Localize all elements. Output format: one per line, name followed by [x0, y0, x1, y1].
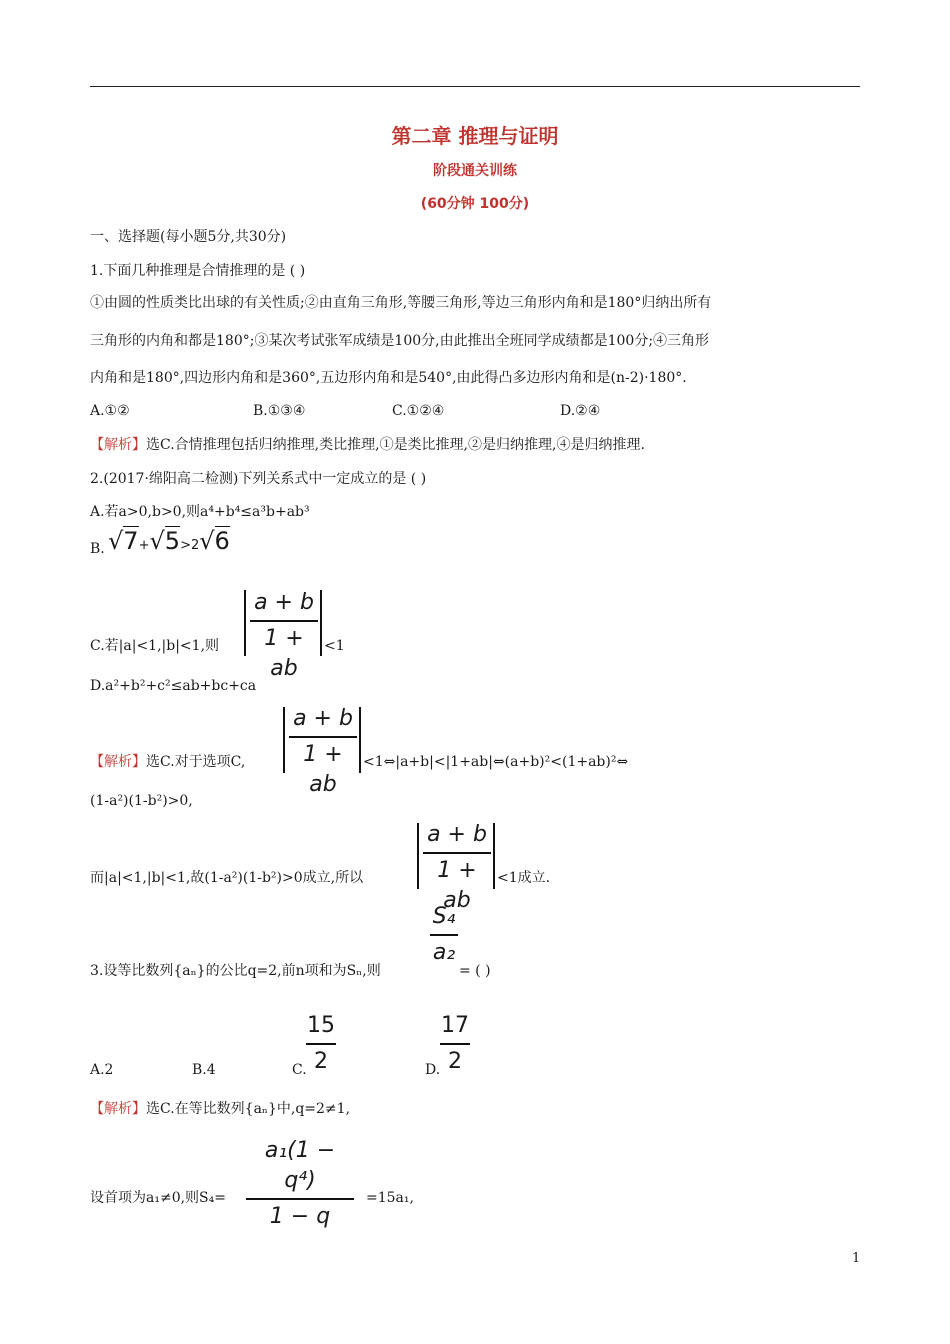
- q2-stem: 2.(2017·绵阳高二检测)下列关系式中一定成立的是 ( ): [90, 471, 427, 487]
- q3-option-d: D.: [425, 1062, 441, 1078]
- q1-option-b: B.①③④: [253, 403, 306, 419]
- plus-sign: +: [138, 538, 150, 553]
- fraction-denominator: 1 − q: [269, 1204, 331, 1229]
- sqrt-icon: √: [149, 527, 165, 555]
- radicand-5: 5: [164, 527, 181, 555]
- q2-option-c-fraction: [250, 588, 318, 684]
- q3-analysis2-suffix: =15a₁,: [366, 1190, 414, 1206]
- fraction-bar: [250, 620, 318, 622]
- fraction-numerator: 17: [441, 1013, 469, 1038]
- q2-analysis-line3-suffix: <1成立.: [497, 870, 551, 886]
- q3-option-c-fraction: [306, 1011, 336, 1077]
- abs-bar-right: [493, 823, 495, 889]
- q2-option-b: [90, 540, 105, 558]
- abs-bar-right: [320, 590, 322, 656]
- fraction-bar: [430, 934, 458, 936]
- q3-analysis2-prefix: 设首项为a₁≠0,则S₄=: [90, 1190, 226, 1206]
- fraction-numerator: a + b: [427, 822, 487, 847]
- q3-option-d-fraction: [440, 1011, 470, 1077]
- q3-analysis: [90, 1100, 350, 1118]
- section-heading: 一、选择题(每小题5分,共30分): [90, 229, 287, 245]
- q3-stem-suffix: = ( ): [459, 963, 491, 979]
- q3-option-a: A.2: [90, 1062, 114, 1078]
- analysis-tag: 【解析】: [90, 754, 146, 770]
- abs-bar-left: [283, 707, 285, 773]
- header-rule: [90, 86, 860, 87]
- q3-analysis-text: 选C.在等比数列{aₙ}中,q=2≠1,: [146, 1101, 351, 1117]
- fraction-numerator: a + b: [254, 590, 314, 615]
- q2-analysis-line3-prefix: 而|a|<1,|b|<1,故(1-a²)(1-b²)>0成立,所以: [90, 870, 364, 886]
- fraction-numerator: a + b: [293, 706, 353, 731]
- q2-option-d: D.a²+b²+c²≤ab+bc+ca: [90, 678, 257, 694]
- q1-line2: 三角形的内角和都是180°;③某次考试张军成绩是100分,由此推出全班同学成绩都是100分;④三角形: [90, 333, 710, 349]
- q2-option-b-label: B.: [90, 541, 105, 557]
- fraction-denominator: 2: [448, 1049, 462, 1074]
- q2-option-c-prefix: C.若|a|<1,|b|<1,则: [90, 638, 220, 654]
- fraction-denominator: 2: [314, 1049, 328, 1074]
- fraction-denominator: a₂: [432, 940, 456, 965]
- fraction-bar: [246, 1198, 354, 1200]
- q1-option-c: C.①②④: [392, 403, 445, 419]
- abs-bar-right: [359, 707, 361, 773]
- abs-bar-left: [417, 823, 419, 889]
- q2-option-a: A.若a>0,b>0,则a⁴+b⁴≤a³b+ab³: [90, 504, 310, 520]
- fraction-denominator: 1 + ab: [437, 858, 477, 913]
- q2-analysis-line2: (1-a²)(1-b²)>0,: [90, 793, 193, 809]
- chapter-title: 第二章 推理与证明: [391, 124, 559, 148]
- q2-analysis-fraction: [289, 704, 357, 800]
- analysis-tag: 【解析】: [90, 1101, 146, 1117]
- q2-analysis-start: [90, 753, 245, 771]
- sqrt-icon: √: [199, 527, 215, 555]
- q2-analysis-mid: <1⇔|a+b|<|1+ab|⇔(a+b)²<(1+ab)²⇔: [363, 754, 629, 770]
- q3-option-c: C.: [292, 1062, 307, 1078]
- time-score: (60分钟 100分): [420, 196, 530, 212]
- radicand-7: 7: [123, 527, 139, 555]
- fraction-numerator: 15: [307, 1013, 335, 1038]
- greater-two: >2: [180, 538, 200, 553]
- q2-option-b-expr: [108, 526, 230, 561]
- q1-stem: 1.下面几种推理是合情推理的是 ( ): [90, 263, 306, 279]
- fraction-bar: [440, 1043, 470, 1045]
- q1-line1: ①由圆的性质类比出球的有关性质;②由直角三角形,等腰三角形,等边三角形内角和是180°归纳出所有: [90, 295, 712, 311]
- q3-sum-fraction: [246, 1136, 354, 1232]
- q1-analysis: [90, 436, 645, 454]
- radicand-6: 6: [214, 527, 230, 555]
- q1-analysis-text: 选C.合情推理包括归纳推理,类比推理,①是类比推理,②是归纳推理,④是归纳推理.: [146, 437, 645, 453]
- q1-option-a: A.①②: [90, 403, 130, 419]
- sqrt-icon: √: [108, 527, 124, 555]
- subtitle: 阶段通关训练: [433, 163, 517, 179]
- q3-stem-fraction: [430, 902, 458, 968]
- q2-option-c-suffix: <1: [324, 638, 345, 654]
- fraction-bar: [289, 736, 357, 738]
- fraction-bar: [306, 1043, 336, 1045]
- fraction-denominator: 1 + ab: [303, 742, 343, 797]
- fraction-bar: [423, 852, 491, 854]
- q1-option-d: D.②④: [560, 403, 601, 419]
- page-number: 1: [852, 1251, 861, 1266]
- q3-stem-prefix: 3.设等比数列{aₙ}的公比q=2,前n项和为Sₙ,则: [90, 963, 381, 979]
- fraction-denominator: 1 + ab: [264, 626, 304, 681]
- analysis-tag: 【解析】: [90, 437, 146, 453]
- abs-bar-left: [244, 590, 246, 656]
- q3-option-b: B.4: [192, 1062, 216, 1078]
- q2-analysis-prefix: 选C.对于选项C,: [146, 754, 246, 770]
- fraction-numerator: a₁(1 − q⁴): [264, 1138, 336, 1193]
- q1-line3: 内角和是180°,四边形内角和是360°,五边形内角和是540°,由此得凸多边形内角和是(n-2)·180°.: [90, 370, 687, 386]
- fraction-numerator: S₄: [432, 904, 456, 929]
